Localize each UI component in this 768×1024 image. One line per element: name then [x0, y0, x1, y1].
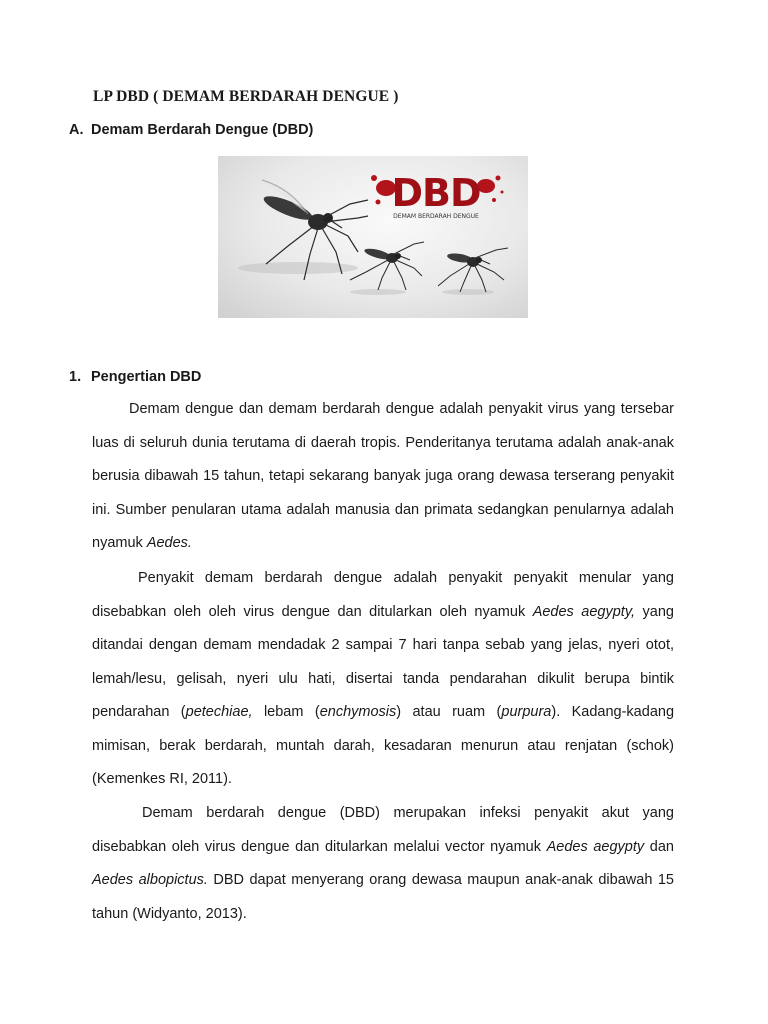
p3-text-3: DBD dapat menyerang orang dewasa maupun anak-anak dibawah 15 tahun (Widyanto, 2013).	[92, 872, 674, 922]
p2-italic-3: enchymosis	[319, 704, 397, 720]
p2-text-3: lebam (	[252, 704, 320, 720]
p2-italic-1: Aedes aegypty,	[532, 603, 636, 620]
dbd-logo-subtitle: DEMAM BERDARAH DENGUE	[393, 213, 479, 220]
section-1-heading	[69, 369, 201, 385]
p2-text-2: yang ditandai dengan demam mendadak 2 sampai 7 hari tanpa sebab yang jelas, nyeri otot, lemah/lesu, gelisah, nyeri ulu hati, disertai tanda pendarahan dikulit berupa bintik pendarahan (	[92, 603, 674, 720]
paragraph-pengertian-1	[92, 393, 674, 561]
p1-italic-1: Aedes.	[146, 535, 192, 551]
p2-text-1: Penyakit demam berdarah dengue adalah penyakit penyakit menular yang disebabkan oleh oleh virus dengue dan ditularkan oleh nyamuk	[92, 570, 674, 620]
p3-text-1: Demam berdarah dengue (DBD) merupakan infeksi penyakit akut yang disebabkan oleh virus dengue dan ditularkan melalui vector nyamuk	[92, 805, 674, 855]
small-mosquito-icon	[438, 248, 508, 292]
p2-italic-2: petechiae,	[185, 704, 253, 720]
p2-text-4: ) atau ruam (	[396, 704, 502, 720]
document-title: LP DBD ( DEMAM BERDARAH DENGUE )	[93, 88, 399, 105]
p3-italic-2: Aedes albopictus.	[92, 872, 208, 888]
section-1-number: 1.	[69, 369, 82, 385]
p3-text-2: dan	[644, 838, 674, 855]
mosquito-illustration	[218, 156, 528, 318]
medium-mosquito-icon	[350, 242, 424, 290]
p2-italic-4: purpura	[501, 704, 552, 720]
section-1-label: Pengertian DBD	[91, 369, 202, 385]
paragraph-pengertian-2	[92, 562, 674, 797]
dbd-mosquito-image	[218, 156, 528, 318]
p3-italic-1: Aedes aegypty	[546, 838, 645, 855]
section-a-heading	[69, 122, 313, 138]
section-a-number: A.	[69, 122, 84, 138]
dbd-logo-text: DBD	[391, 171, 481, 215]
p2-text-5: ). Kadang-kadang mimisan, berak berdarah, muntah darah, kesadaran menurun atau renjatan (schok) (Kemenkes RI, 2011).	[92, 704, 675, 787]
p1-text-1: Demam dengue dan demam berdarah dengue adalah penyakit virus yang tersebar luas di seluruh dunia terutama di daerah tropis. Penderitanya terutama adalah anak-anak berusia dibawah 15 tahun, tetapi sekarang banyak juga orang dewasa terserang penyakit ini. Sumber penularan utama adalah manusia dan primata sedangkan penularnya adalah nyamuk	[92, 401, 674, 551]
section-a-label: Demam Berdarah Dengue (DBD)	[91, 122, 314, 138]
paragraph-pengertian-3	[92, 797, 674, 931]
